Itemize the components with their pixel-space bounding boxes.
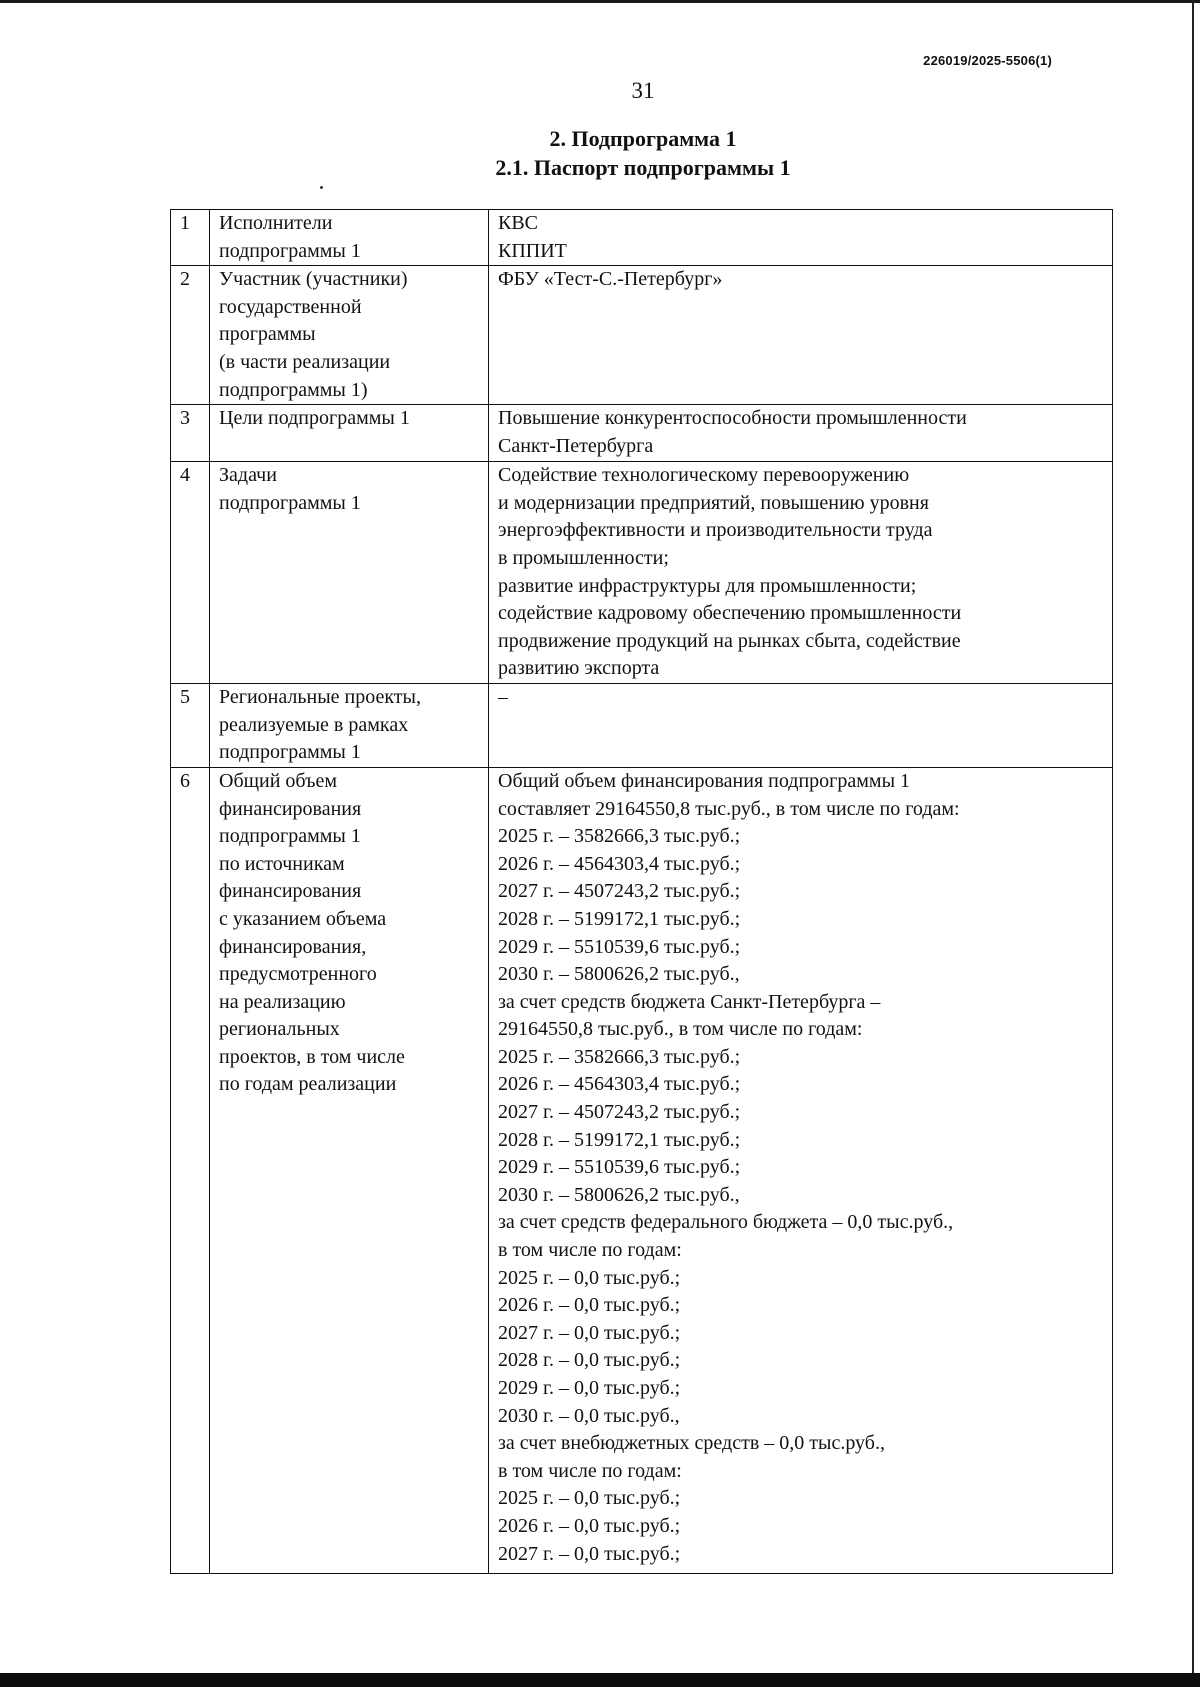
table-row	[171, 210, 1113, 266]
row-value-line: продвижение продукций на рынках сбыта, содействие	[498, 629, 961, 652]
row-label-line: финансирования,	[219, 935, 367, 958]
subsection-heading: 2.1. Паспорт подпрограммы 1	[495, 155, 791, 180]
row-label-line: по источникам	[219, 852, 345, 875]
row-value-line: развитию экспорта	[498, 657, 660, 680]
row-value-line: содействие кадровому обеспечению промышленности	[498, 602, 962, 625]
row-label-cell	[210, 767, 489, 1573]
row-label-line: Цели подпрограммы 1	[219, 407, 410, 430]
row-value-line: 29164550,8 тыс.руб., в том числе по годам:	[498, 1018, 863, 1041]
scan-edge-top	[0, 0, 1200, 3]
row-value-line: в том числе по годам:	[498, 1239, 682, 1262]
row-label-line: реализуемые в рамках	[219, 713, 409, 736]
row-value-line: 2026 г. – 4564303,4 тыс.руб.;	[498, 852, 741, 875]
row-value-line: 2028 г. – 5199172,1 тыс.руб.;	[498, 907, 741, 930]
row-value-line: 2028 г. – 0,0 тыс.руб.;	[498, 1349, 681, 1372]
table-row	[171, 405, 1113, 462]
row-value-line: 2025 г. – 0,0 тыс.руб.;	[498, 1487, 681, 1510]
row-value-line: развитие инфраструктуры для промышленности;	[498, 574, 917, 597]
passport-table-body	[171, 210, 1113, 1574]
table-row	[171, 767, 1113, 1573]
table-row	[171, 462, 1113, 684]
row-value-line: 2027 г. – 0,0 тыс.руб.;	[498, 1321, 681, 1344]
row-value-line: ФБУ «Тест-С.-Петербург»	[498, 268, 723, 291]
row-label-line: подпрограммы 1	[219, 491, 361, 514]
row-value-line: Общий объем финансирования подпрограммы 1	[498, 769, 911, 792]
row-label-line: региональных	[219, 1018, 340, 1041]
row-value-line: КППИТ	[498, 239, 567, 262]
row-label-line: программы	[219, 323, 316, 346]
row-number-cell: 4	[171, 462, 210, 684]
row-value-cell	[489, 462, 1113, 684]
row-label-line: подпрограммы 1	[219, 825, 361, 848]
row-value-line: 2025 г. – 0,0 тыс.руб.;	[498, 1266, 681, 1289]
row-value-cell	[489, 767, 1113, 1573]
row-value-line: 2030 г. – 5800626,2 тыс.руб.,	[498, 1183, 740, 1206]
row-label-cell	[210, 210, 489, 266]
row-value-line: 2025 г. – 3582666,3 тыс.руб.;	[498, 825, 741, 848]
row-value-line: 2026 г. – 0,0 тыс.руб.;	[498, 1294, 681, 1317]
row-number-cell: 6	[171, 767, 210, 1573]
row-label-line: финансирования	[219, 797, 362, 820]
row-label-line: подпрограммы 1	[219, 741, 361, 764]
row-label-line: по годам реализации	[219, 1073, 397, 1096]
row-value-line: 2030 г. – 0,0 тыс.руб.,	[498, 1404, 680, 1427]
scan-edge-bottom	[0, 1673, 1200, 1687]
row-label-cell	[210, 266, 489, 405]
row-value-line: составляет 29164550,8 тыс.руб., в том числе по годам:	[498, 797, 960, 820]
row-value-line: и модернизации предприятий, повышению уровня	[498, 491, 929, 514]
row-label-line: Общий объем	[219, 769, 337, 792]
table-row	[171, 266, 1113, 405]
row-value-line: 2026 г. – 0,0 тыс.руб.;	[498, 1514, 681, 1537]
row-label-line: подпрограммы 1)	[219, 378, 368, 401]
row-value-line: за счет средств федерального бюджета – 0,0 тыс.руб.,	[498, 1211, 954, 1234]
row-number-cell: 1	[171, 210, 210, 266]
row-value-line: в промышленности;	[498, 546, 669, 569]
row-value-cell	[489, 683, 1113, 767]
row-label-line: с указанием объема	[219, 907, 387, 930]
row-value-line: в том числе по годам:	[498, 1459, 682, 1482]
row-label-line: Исполнители	[219, 212, 333, 234]
row-number-cell: 3	[171, 405, 210, 462]
row-label-line: Региональные проекты,	[219, 685, 421, 708]
row-value-line: энергоэффективности и производительности труда	[498, 519, 933, 542]
row-value-line: 2025 г. – 3582666,3 тыс.руб.;	[498, 1045, 741, 1068]
row-value-cell	[489, 266, 1113, 405]
table-row	[171, 683, 1113, 767]
row-label-line: финансирования	[219, 880, 362, 903]
document-registration-number: 226019/2025-5506(1)	[923, 53, 1052, 68]
row-value-line: –	[498, 685, 508, 708]
row-label-line: Задачи	[219, 464, 277, 487]
row-value-line: 2026 г. – 4564303,4 тыс.руб.;	[498, 1073, 741, 1096]
row-label-cell	[210, 405, 489, 462]
row-value-line: 2029 г. – 5510539,6 тыс.руб.;	[498, 935, 741, 958]
row-value-line: 2029 г. – 0,0 тыс.руб.;	[498, 1377, 681, 1399]
row-label-line: подпрограммы 1	[219, 239, 361, 262]
section-heading: 2. Подпрограмма 1	[549, 126, 737, 151]
row-value-line: Санкт-Петербурга	[498, 434, 654, 457]
row-label-line: на реализацию	[219, 990, 346, 1013]
row-number-cell: 2	[171, 266, 210, 405]
row-value-line: за счет внебюджетных средств – 0,0 тыс.руб.,	[498, 1432, 885, 1455]
row-value-line: 2027 г. – 4507243,2 тыс.руб.;	[498, 880, 741, 903]
scan-edge-right	[1192, 0, 1194, 1687]
row-label-line: Участник (участники)	[219, 268, 408, 291]
scan-speck	[320, 186, 323, 189]
row-value-line: 2027 г. – 4507243,2 тыс.руб.;	[498, 1101, 741, 1124]
row-value-line: 2030 г. – 5800626,2 тыс.руб.,	[498, 963, 740, 986]
row-label-cell	[210, 683, 489, 767]
row-number-cell: 5	[171, 683, 210, 767]
row-label-line: (в части реализации	[219, 350, 391, 373]
row-value-line: КВС	[498, 212, 539, 234]
row-label-line: предусмотренного	[219, 963, 377, 986]
row-value-line: 2029 г. – 5510539,6 тыс.руб.;	[498, 1156, 741, 1179]
row-label-line: проектов, в том числе	[219, 1045, 405, 1068]
subprogram-passport-table	[170, 209, 1113, 1574]
row-value-cell	[489, 210, 1113, 266]
row-value-line: Содействие технологическому перевооружению	[498, 464, 910, 487]
row-value-line: 2028 г. – 5199172,1 тыс.руб.;	[498, 1128, 741, 1151]
row-value-line: за счет средств бюджета Санкт-Петербурга –	[498, 990, 881, 1013]
row-label-cell	[210, 462, 489, 684]
row-value-cell	[489, 405, 1113, 462]
row-label-line: государственной	[219, 295, 362, 318]
row-value-line: 2027 г. – 0,0 тыс.руб.;	[498, 1542, 681, 1565]
row-value-line: Повышение конкурентоспособности промышленности	[498, 407, 967, 430]
page-number: 31	[631, 78, 655, 103]
